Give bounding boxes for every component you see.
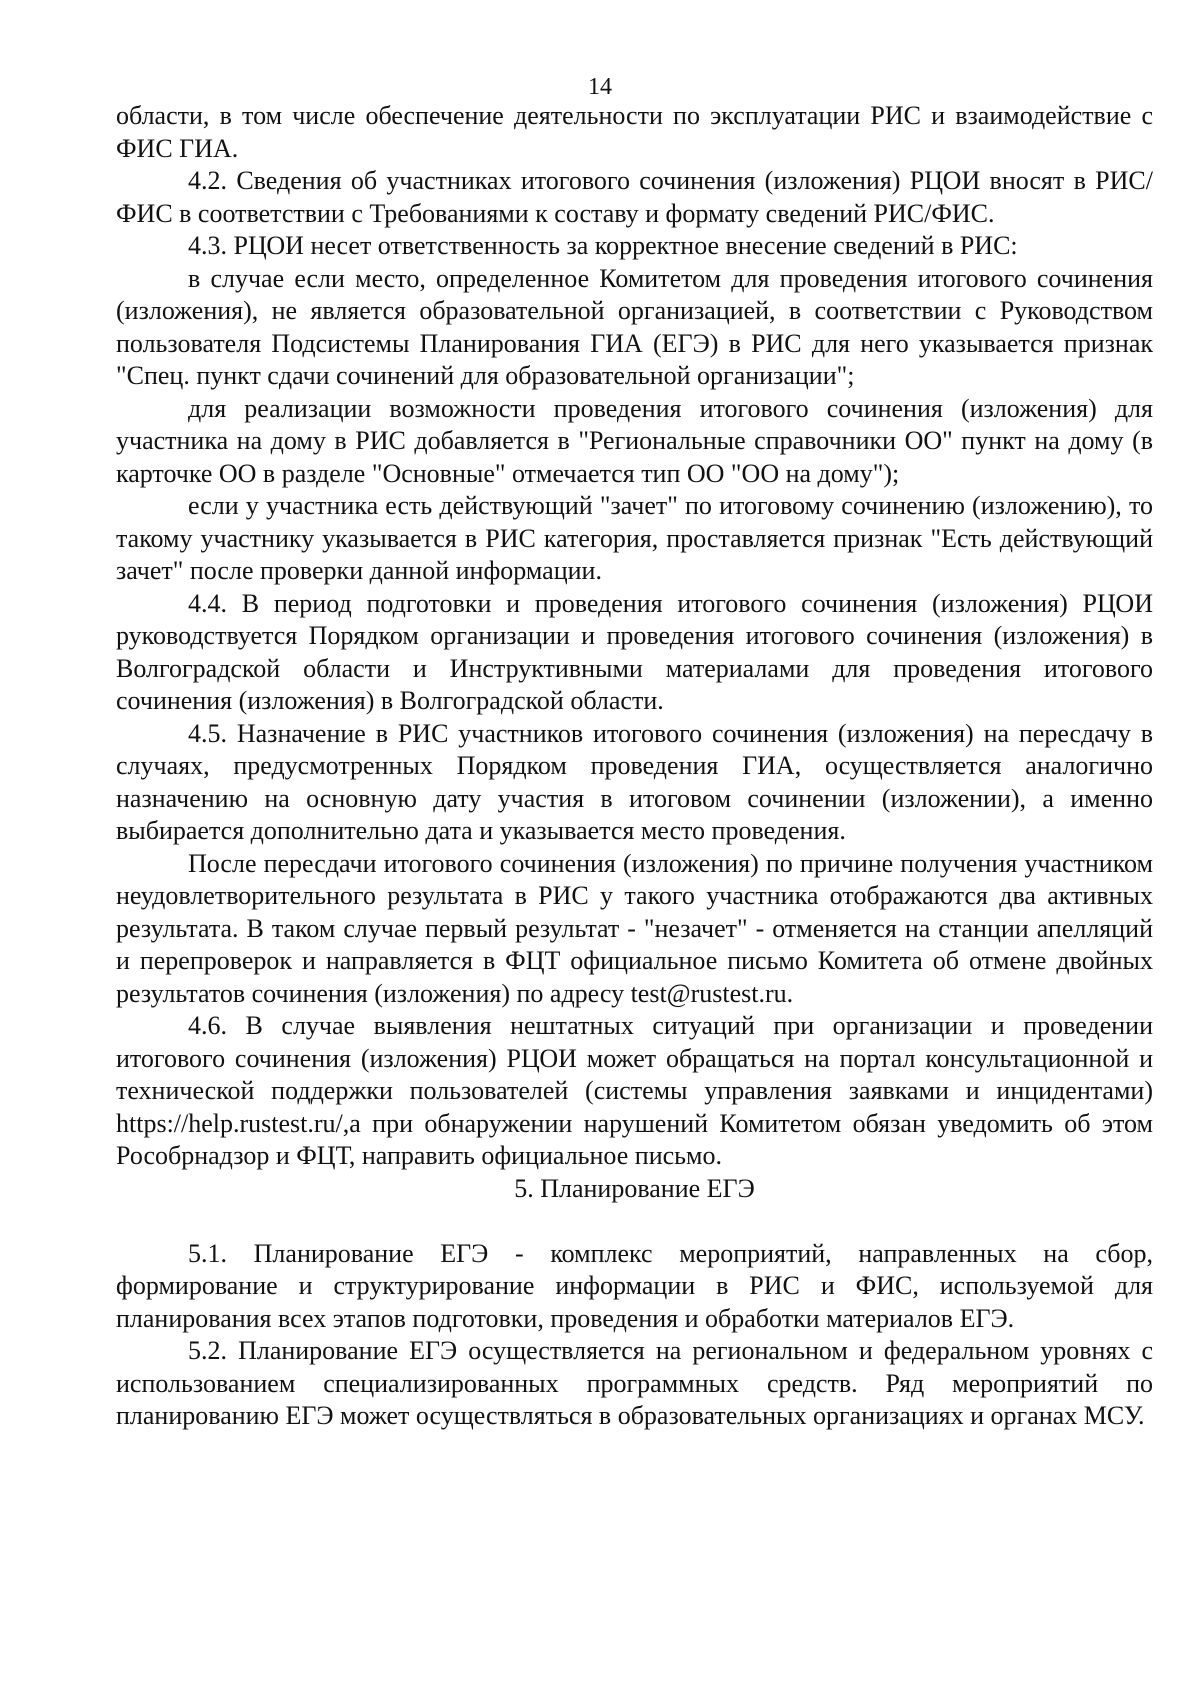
paragraph-5-2: 5.2. Планирование ЕГЭ осуществляется на региональном и федеральном уровнях с использованием специализированных программных средств. Ряд мероприятий по планированию ЕГЭ может осуществляться в образовательных организациях и органах МСУ. [116, 1336, 1153, 1430]
paragraph-4-3-item-home: для реализации возможности проведения итогового сочинения (изложения) для участника на дому в РИС добавляется в "Региональные справочники ОО" пункт на дому (в карточке ОО в разделе "Основные" отмечается тип ОО "ОО на дому"); [116, 393, 1153, 488]
paragraph-4-3-item-special-point: в случае если место, определенное Комитетом для проведения итогового сочинения (изложения), не является образовательной организацией, в соответствии с Руководством пользователя Подсистемы Планирования ГИА (ЕГЭ) в РИС для него указывается признак "Спец. пункт сдачи сочинений для образовательной организации"; [116, 263, 1153, 390]
document-body [116, 100, 1153, 1433]
paragraph-4-5-retake: После пересдачи итогового сочинения (изложения) по причине получения участником неудовлетворительного результата в РИС у такого участника отображаются два активных результата. В таком случае первый результат - "незачет" - отменяется на станции апелляций и перепроверок и направляется в ФЦТ официальное письмо Комитета об отмене двойных результатов сочинения (изложения) по адресу test@rustest.ru. [116, 848, 1153, 1008]
paragraph-4-3: 4.3. РЦОИ несет ответственность за корректное внесение сведений в РИС: [188, 231, 1018, 260]
page-number: 14 [588, 74, 612, 100]
paragraph-continuation: области, в том числе обеспечение деятельности по эксплуатации РИС и взаимодействие с ФИС ГИА. [116, 101, 1153, 163]
paragraph-4-2: 4.2. Сведения об участниках итогового сочинения (изложения) РЦОИ вносят в РИС/ФИС в соответствии с Требованиями к составу и формату сведений РИС/ФИС. [116, 166, 1153, 228]
section-heading: 5. Планирование ЕГЭ [514, 1173, 755, 1203]
paragraph-4-3-item-credit: если у участника есть действующий "зачет" по итоговому сочинению (изложению), то такому участнику указывается в РИС категория, проставляется признак "Есть действующий зачет" после проверки данной информации. [116, 491, 1153, 585]
paragraph-5-1: 5.1. Планирование ЕГЭ - комплекс мероприятий, направленных на сбор, формирование и структурирование информации в РИС и ФИС, используемой для планирования всех этапов подготовки, проведения и обработки материалов ЕГЭ. [116, 1238, 1153, 1333]
paragraph-4-4: 4.4. В период подготовки и проведения итогового сочинения (изложения) РЦОИ руководствуется Порядком организации и проведения итогового сочинения (изложения) в Волгоградской области и Инструктивными материалами для проведения итогового сочинения (изложения) в Волгоградской области. [116, 588, 1153, 715]
paragraph-4-6: 4.6. В случае выявления нештатных ситуаций при организации и проведении итогового сочинения (изложения) РЦОИ может обращаться на портал консультационной и технической поддержки пользователей (системы управления заявками и инцидентами) https://help.rustest.ru/,а при обнаружении нарушений Комитетом обязан уведомить об этом Рособрнадзор и ФЦТ, направить официальное письмо. [116, 1011, 1153, 1170]
paragraph-4-5: 4.5. Назначение в РИС участников итогового сочинения (изложения) на пересдачу в случаях, предусмотренных Порядком проведения ГИА, осуществляется аналогично назначению на основную дату участия в итоговом сочинении (изложении), а именно выбирается дополнительно дата и указывается место проведения. [116, 718, 1153, 845]
